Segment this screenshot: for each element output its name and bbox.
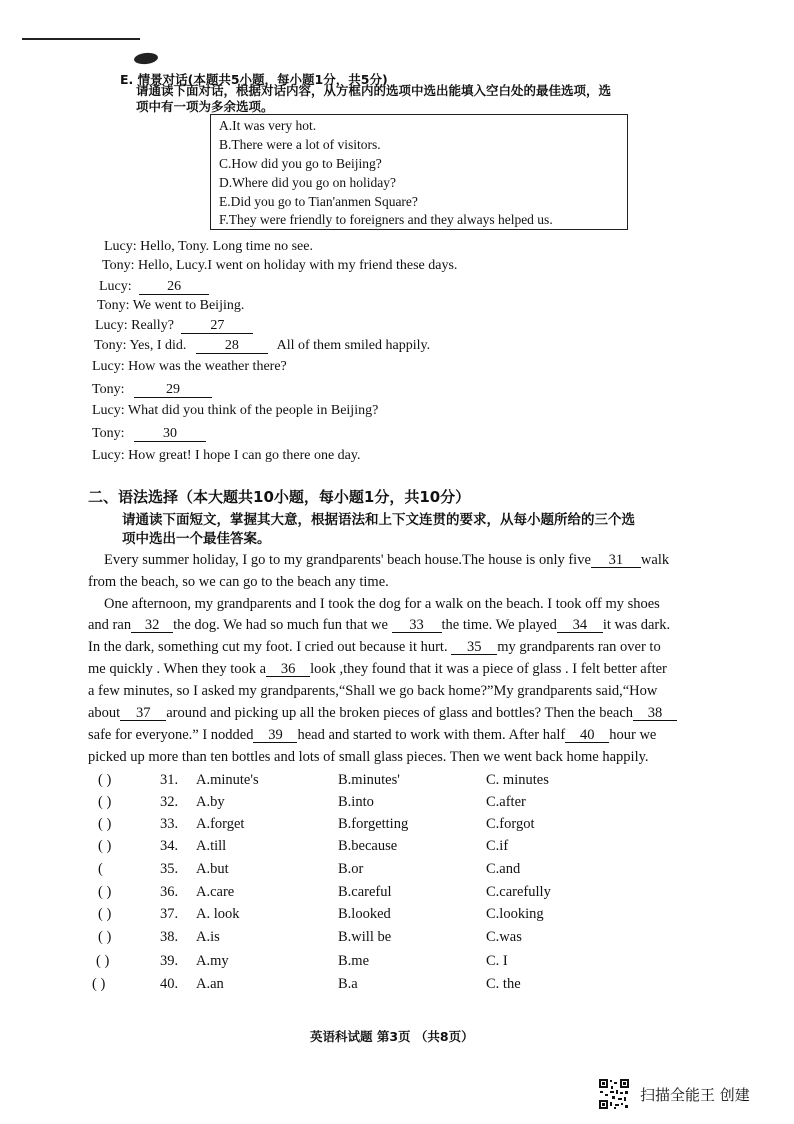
option-a[interactable]: A.by bbox=[196, 794, 225, 810]
blank-27[interactable]: 27 bbox=[181, 319, 253, 334]
passage-line: picked up more than ten bottles and lots of small glass pieces. Then we went back home happily. bbox=[88, 749, 649, 765]
answer-paren[interactable]: ( ) bbox=[92, 976, 106, 992]
question-number: 34. bbox=[160, 838, 179, 854]
grammar-section-title: 二、语法选择（本大题共10小题，每小题1分，共10分） bbox=[88, 488, 471, 506]
option-b[interactable]: B.because bbox=[338, 838, 398, 854]
blank-30[interactable]: 30 bbox=[134, 427, 206, 442]
blank-38[interactable]: 38 bbox=[633, 706, 677, 721]
blank-29[interactable]: 29 bbox=[134, 383, 212, 398]
answer-paren[interactable]: ( bbox=[98, 861, 103, 877]
blank-36[interactable]: 36 bbox=[266, 662, 310, 677]
option-c: C.How did you go to Beijing? bbox=[219, 156, 382, 171]
option-b[interactable]: B.a bbox=[338, 976, 358, 992]
option-b[interactable]: B.careful bbox=[338, 884, 392, 900]
dialogue-line: Tony: Hello, Lucy.I went on holiday with my friend these days. bbox=[102, 258, 458, 273]
passage-line: a few minutes, so I asked my grandparents,“Shall we go back home?”My grandparents said,“How bbox=[88, 683, 658, 699]
blank-28[interactable]: 28 bbox=[196, 339, 268, 354]
question-row bbox=[90, 884, 590, 906]
option-c[interactable]: C. minutes bbox=[486, 772, 549, 788]
option-c[interactable]: C.looking bbox=[486, 906, 544, 922]
answer-paren[interactable]: ( ) bbox=[98, 838, 112, 854]
passage-line: One afternoon, my grandparents and I took the dog for a walk on the beach. I took off my shoes bbox=[104, 596, 660, 612]
blank-37[interactable]: 37 bbox=[120, 706, 166, 721]
answer-paren[interactable]: ( ) bbox=[98, 884, 112, 900]
passage-line: and ran 32 the dog. We had so much fun that we 33 the time. We played 34 it was dark. bbox=[88, 617, 671, 633]
blank-39[interactable]: 39 bbox=[253, 728, 297, 743]
option-a[interactable]: A.is bbox=[196, 929, 220, 945]
option-a[interactable]: A. look bbox=[196, 906, 240, 922]
grammar-instruction-2: 项中选出一个最佳答案。 bbox=[122, 531, 271, 547]
blank-40[interactable]: 40 bbox=[565, 728, 609, 743]
question-row bbox=[90, 906, 590, 928]
question-number: 40. bbox=[160, 976, 179, 992]
answer-paren[interactable]: ( ) bbox=[98, 929, 112, 945]
question-number: 31. bbox=[160, 772, 179, 788]
option-a[interactable]: A.but bbox=[196, 861, 229, 877]
dialogue-line: Lucy: Really? 27 bbox=[95, 318, 253, 334]
option-a: A.It was very hot. bbox=[219, 118, 317, 133]
option-a[interactable]: A.care bbox=[196, 884, 235, 900]
option-a[interactable]: A.an bbox=[196, 976, 224, 992]
option-b[interactable]: B.into bbox=[338, 794, 374, 810]
question-number: 37. bbox=[160, 906, 179, 922]
option-c[interactable]: C. I bbox=[486, 953, 508, 969]
answer-paren[interactable]: ( ) bbox=[98, 794, 112, 810]
question-row bbox=[90, 861, 590, 883]
option-b[interactable]: B.or bbox=[338, 861, 364, 877]
passage-line: about 37 around and picking up all the broken pieces of glass and bottles? Then the beach 38 bbox=[88, 705, 677, 722]
dialogue-line: Lucy: How great! I hope I can go there one day. bbox=[92, 448, 361, 463]
blank-32[interactable]: 32 bbox=[131, 618, 173, 633]
option-b[interactable]: B.will be bbox=[338, 929, 392, 945]
option-b[interactable]: B.looked bbox=[338, 906, 391, 922]
blank-33[interactable]: 33 bbox=[392, 618, 442, 633]
option-a[interactable]: A.till bbox=[196, 838, 227, 854]
question-row bbox=[90, 794, 590, 816]
passage-line: me quickly . When they took a 36 look ,they found that it was a piece of glass . I felt better after bbox=[88, 661, 667, 677]
top-rule bbox=[22, 38, 140, 40]
question-number: 33. bbox=[160, 816, 179, 832]
passage-line: Every summer holiday, I go to my grandparents' beach house.The house is only five 31 walk bbox=[104, 552, 670, 568]
dialogue-line: Lucy: How was the weather there? bbox=[92, 359, 287, 374]
dialogue-line: Tony: 29 bbox=[92, 382, 212, 398]
option-f: F.They were friendly to foreigners and they always helped us. bbox=[219, 212, 553, 227]
option-d: D.Where did you go on holiday? bbox=[219, 175, 396, 190]
question-row bbox=[90, 953, 590, 975]
answer-paren[interactable]: ( ) bbox=[98, 816, 112, 832]
question-number: 39. bbox=[160, 953, 179, 969]
option-a[interactable]: A.minute's bbox=[196, 772, 259, 788]
question-row bbox=[90, 772, 590, 794]
option-c[interactable]: C. the bbox=[486, 976, 521, 992]
option-c[interactable]: C.was bbox=[486, 929, 522, 945]
ink-mark-icon bbox=[133, 52, 158, 65]
options-box bbox=[210, 114, 628, 230]
question-row bbox=[90, 976, 590, 998]
option-a[interactable]: A.forget bbox=[196, 816, 245, 832]
passage-line: from the beach, so we can go to the beach any time. bbox=[88, 574, 389, 590]
section-e-instruction-2: 项中有一项为多余选项。 bbox=[136, 99, 274, 114]
option-e: E.Did you go to Tian'anmen Square? bbox=[219, 194, 418, 209]
dialogue-line: Lucy: What did you think of the people in Beijing? bbox=[92, 403, 379, 418]
option-b[interactable]: B.minutes' bbox=[338, 772, 400, 788]
answer-paren[interactable]: ( ) bbox=[98, 906, 112, 922]
question-row bbox=[90, 816, 590, 838]
section-e-instruction-1: 请通读下面对话，根据对话内容，从方框内的选项中选出能填入空白处的最佳选项，选 bbox=[136, 83, 612, 98]
blank-34[interactable]: 34 bbox=[557, 618, 603, 633]
option-b[interactable]: B.me bbox=[338, 953, 370, 969]
passage-line: In the dark, something cut my foot. I cried out because it hurt. 35 my grandparents ran over to bbox=[88, 639, 661, 655]
option-c[interactable]: C.if bbox=[486, 838, 509, 854]
question-row bbox=[90, 838, 590, 860]
blank-35[interactable]: 35 bbox=[451, 640, 497, 655]
question-number: 38. bbox=[160, 929, 179, 945]
question-number: 32. bbox=[160, 794, 179, 810]
question-number: 36. bbox=[160, 884, 179, 900]
question-number: 35. bbox=[160, 861, 179, 877]
option-c[interactable]: C.after bbox=[486, 794, 526, 810]
passage-line: safe for everyone.” I nodded 39 head and started to work with them. After half 40 hour we bbox=[88, 727, 657, 743]
grammar-instruction-1: 请通读下面短文，掌握其大意，根据语法和上下文连贯的要求，从每小题所给的三个选 bbox=[122, 512, 635, 528]
option-b[interactable]: B.forgetting bbox=[338, 816, 409, 832]
blank-31[interactable]: 31 bbox=[591, 553, 641, 568]
dialogue-line: Tony: Yes, I did. 28 All of them smiled happily. bbox=[94, 338, 431, 353]
question-row bbox=[90, 929, 590, 951]
page-footer: 英语科试题 第3页 （共8页） bbox=[310, 1029, 474, 1044]
section-e-title: E. 情景对话(本题共5小题，每小题1分，共5分) bbox=[120, 72, 388, 87]
qr-code-icon bbox=[598, 1078, 630, 1110]
option-c[interactable]: C.carefully bbox=[486, 884, 551, 900]
answer-paren[interactable]: ( ) bbox=[98, 772, 112, 788]
dialogue-line: Lucy: Hello, Tony. Long time no see. bbox=[104, 239, 313, 254]
option-a[interactable]: A.my bbox=[196, 953, 229, 969]
dialogue-line: Tony: 30 bbox=[92, 426, 206, 442]
dialogue-line: Lucy: 26 bbox=[99, 279, 209, 295]
option-b: B.There were a lot of visitors. bbox=[219, 137, 381, 152]
blank-26[interactable]: 26 bbox=[139, 280, 209, 295]
option-c[interactable]: C.forgot bbox=[486, 816, 535, 832]
answer-paren[interactable]: ( ) bbox=[96, 953, 110, 969]
dialogue-line: Tony: We went to Beijing. bbox=[97, 298, 245, 313]
option-c[interactable]: C.and bbox=[486, 861, 521, 877]
scanner-brand: 扫描全能王 创建 bbox=[640, 1086, 750, 1104]
